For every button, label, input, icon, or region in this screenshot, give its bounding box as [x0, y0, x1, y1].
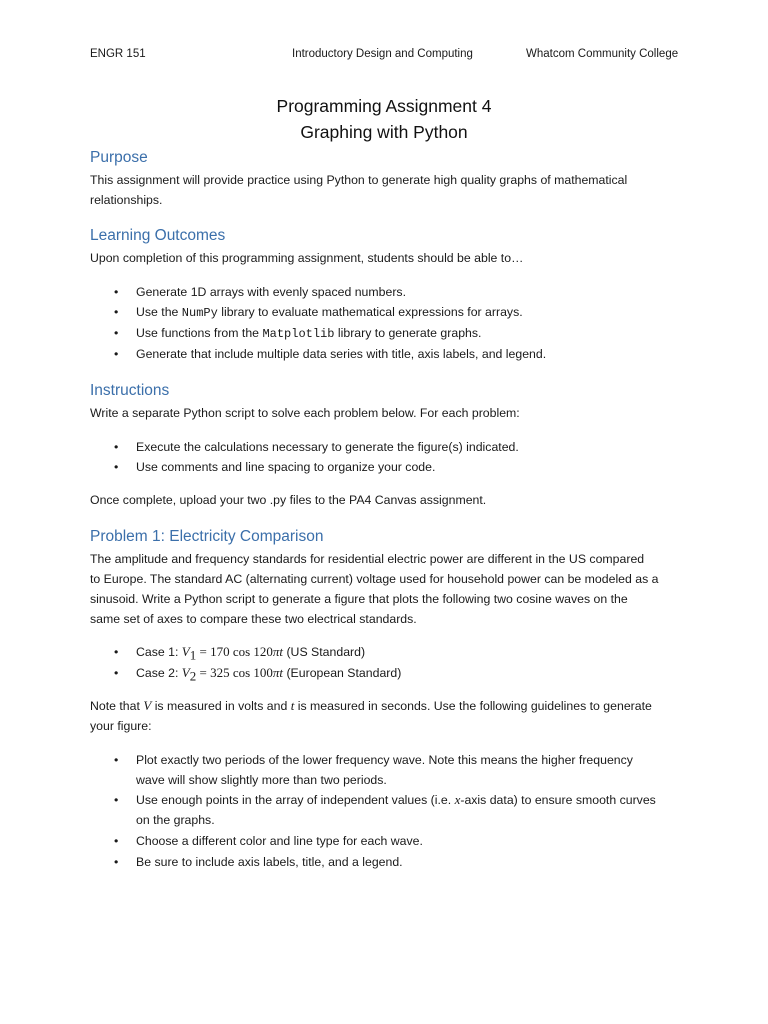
- note-var-v: V: [143, 698, 152, 713]
- instructions-closing: Once complete, upload your two .py files to the PA4 Canvas assignment.: [90, 493, 487, 507]
- bullet-icon: •: [114, 440, 119, 454]
- instruction-text: Use comments and line spacing to organize your code.: [136, 460, 436, 474]
- outcome-text: Generate that include multiple data series with title, axis labels, and legend.: [136, 347, 547, 361]
- guideline-text: Be sure to include axis labels, title, and a legend.: [136, 855, 403, 869]
- equation-variable: V: [181, 665, 190, 680]
- document-subtitle: Graphing with Python: [300, 122, 468, 142]
- learning-outcomes-intro: Upon completion of this programming assignment, students should be able to…: [90, 251, 524, 265]
- problem1-para-line1: The amplitude and frequency standards for residential electric power are different in the US compared: [90, 552, 645, 566]
- problem1-note-line1: [90, 696, 685, 716]
- case-note: (European Standard): [283, 666, 402, 680]
- bullet-icon: •: [114, 793, 119, 807]
- guideline-line1: Plot exactly two periods of the lower frequency wave. Note this means the higher frequency: [136, 753, 633, 767]
- header-course-code: ENGR 151: [90, 48, 146, 60]
- problem1-para-line2: to Europe. The standard AC (alternating current) voltage used for household power can be modeled as a: [90, 572, 659, 586]
- equation-variable: V: [181, 644, 190, 659]
- bullet-icon: •: [114, 347, 119, 361]
- guideline-text-b: -axis data) to ensure smooth curves: [460, 793, 656, 807]
- outcome-text-pre: Use functions from the: [136, 326, 263, 340]
- note-text-b: is measured in volts and: [151, 699, 291, 713]
- outcome-text-post: library to evaluate mathematical expressions for arrays.: [217, 305, 523, 319]
- bullet-icon: •: [114, 305, 119, 319]
- guideline-text: [136, 790, 684, 830]
- header-course-title: Introductory Design and Computing: [292, 48, 473, 60]
- equation-body: = 325 cos 100: [196, 665, 273, 680]
- problem1-heading: Problem 1: Electricity Comparison: [90, 528, 324, 545]
- header-institution: Whatcom Community College: [526, 48, 679, 60]
- problem1-note-line2: your figure:: [90, 719, 152, 733]
- bullet-icon: •: [114, 326, 119, 340]
- bullet-icon: •: [114, 460, 119, 474]
- equation-subscript: 2: [189, 668, 197, 684]
- outcome-text-post: library to generate graphs.: [334, 326, 482, 340]
- purpose-text-line2: relationships.: [90, 193, 163, 207]
- problem1-para-line3: sinusoid. Write a Python script to generate a figure that plots the following two cosine waves on the: [90, 592, 628, 606]
- equation-pi-t: πt: [272, 665, 284, 680]
- guideline-text: [136, 750, 684, 790]
- bullet-icon: •: [114, 645, 119, 659]
- guideline-text-a: Use enough points in the array of independent values (i.e.: [136, 793, 455, 807]
- guideline-var-x: x: [454, 792, 461, 807]
- problem1-para-line4: same set of axes to compare these two electrical standards.: [90, 612, 417, 626]
- bullet-icon: •: [114, 666, 119, 680]
- purpose-text-line1: This assignment will provide practice using Python to generate high quality graphs of mathematical: [90, 173, 628, 187]
- instructions-intro: Write a separate Python script to solve each problem below. For each problem:: [90, 406, 520, 420]
- case-text: [136, 642, 684, 662]
- outcome-text: Generate 1D arrays with evenly spaced numbers.: [136, 285, 406, 299]
- bullet-icon: •: [114, 753, 119, 767]
- outcome-text: [136, 323, 684, 344]
- equation-pi-t: πt: [272, 644, 284, 659]
- learning-outcomes-heading: Learning Outcomes: [90, 227, 226, 244]
- outcome-text: [136, 302, 684, 323]
- guideline-text: Choose a different color and line type for each wave.: [136, 834, 423, 848]
- guideline-line2: on the graphs.: [136, 813, 215, 827]
- instructions-heading: Instructions: [90, 382, 170, 399]
- code-matplotlib: Matplotlib: [262, 327, 335, 341]
- equation-subscript: 1: [189, 647, 197, 663]
- note-var-t: t: [290, 698, 295, 713]
- bullet-icon: •: [114, 285, 119, 299]
- guideline-line2: wave will show slightly more than two periods.: [136, 773, 387, 787]
- bullet-icon: •: [114, 834, 119, 848]
- document-title: Programming Assignment 4: [276, 96, 492, 116]
- bullet-icon: •: [114, 855, 119, 869]
- case-note: (US Standard): [283, 645, 366, 659]
- equation-body: = 170 cos 120: [196, 644, 273, 659]
- case-label: Case 2:: [136, 666, 182, 680]
- note-text-a: Note that: [90, 699, 144, 713]
- instruction-text: Execute the calculations necessary to generate the figure(s) indicated.: [136, 440, 519, 454]
- case-label: Case 1:: [136, 645, 182, 659]
- code-numpy: NumPy: [181, 306, 218, 320]
- outcome-text-pre: Use the: [136, 305, 182, 319]
- note-text-c: is measured in seconds. Use the following guidelines to generate: [294, 699, 652, 713]
- case-text: [136, 663, 684, 683]
- purpose-heading: Purpose: [90, 149, 148, 166]
